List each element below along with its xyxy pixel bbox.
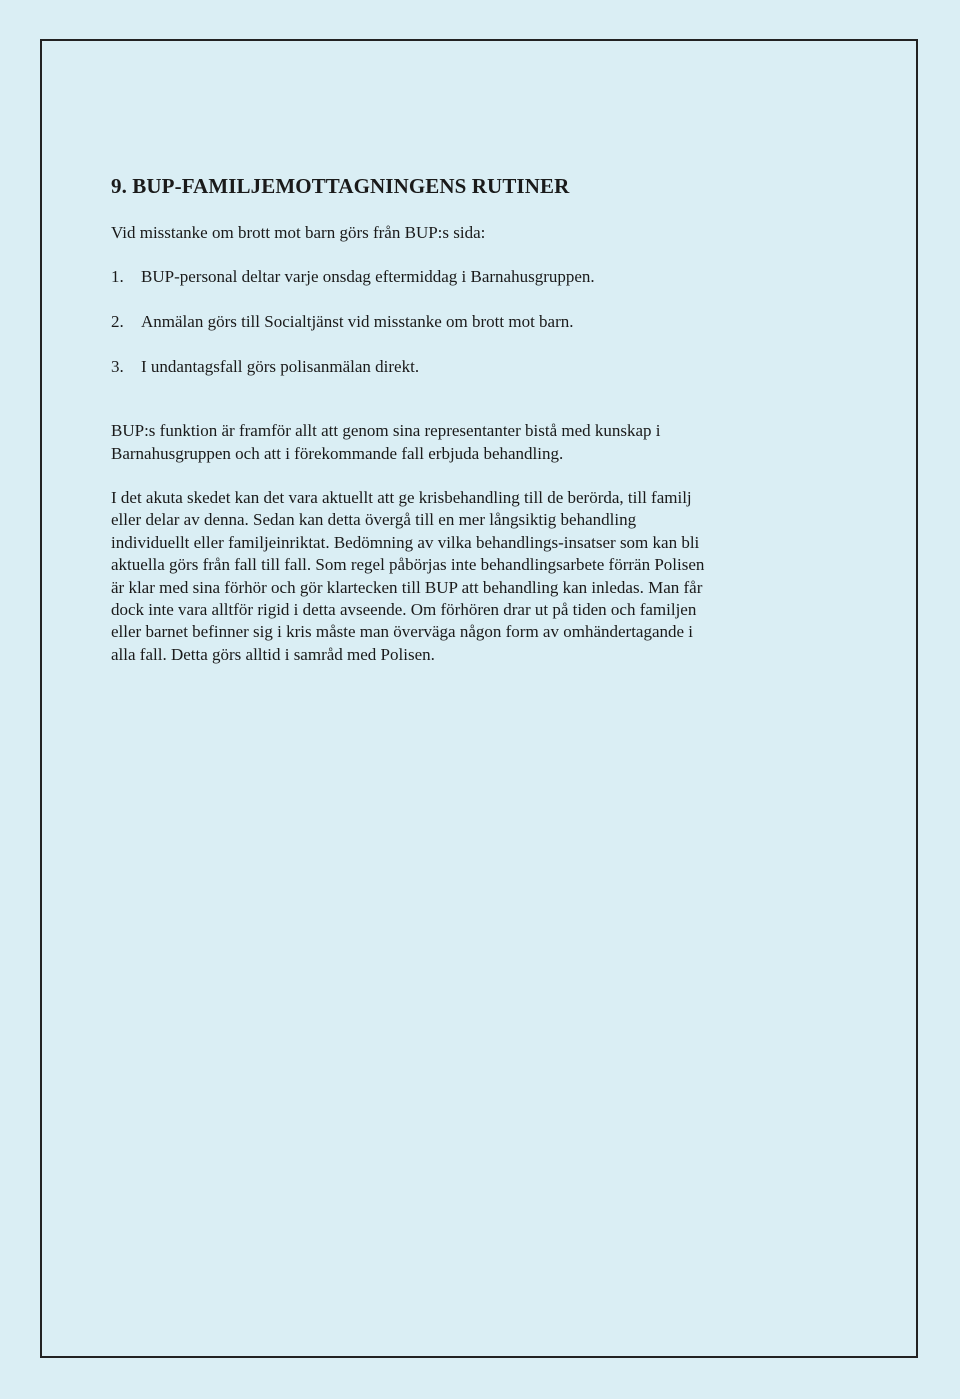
text-line: individuellt eller familjeinriktat. Bedömning av vilka behandlings-insatser som kan bli <box>111 532 700 552</box>
paragraph-bup-function <box>111 420 801 465</box>
list-item <box>111 309 595 354</box>
text-line: alla fall. Detta görs alltid i samråd med Polisen. <box>111 644 435 664</box>
text-line: eller delar av denna. Sedan kan detta övergå till en mer långsiktig behandling <box>111 510 637 530</box>
list-item <box>111 264 595 309</box>
text-line: BUP:s funktion är framför allt att genom sina representanter bistå med kunskap i <box>111 421 661 440</box>
list-number: 3. <box>111 357 124 376</box>
list-number: 1. <box>111 267 124 286</box>
section-heading: 9. BUP-FAMILJEMOTTAGNINGENS RUTINER <box>111 174 570 198</box>
paragraph-acute-phase <box>111 487 801 666</box>
intro-text: Vid misstanke om brott mot barn görs från BUP:s sida: <box>111 223 486 242</box>
list-item <box>111 354 595 399</box>
list-text: I undantagsfall görs polisanmälan direkt. <box>141 357 420 376</box>
document-content <box>111 170 801 664</box>
text-line: Barnahusgruppen och att i förekommande fall erbjuda behandling. <box>111 443 564 463</box>
text-line: eller barnet befinner sig i kris måste man överväga någon form av omhändertagande i <box>111 622 694 642</box>
routine-list <box>111 264 595 399</box>
text-line: aktuella görs från fall till fall. Som regel påbörjas inte behandlingsarbete förrän Polisen <box>111 555 705 575</box>
list-number: 2. <box>111 312 124 331</box>
list-text: BUP-personal deltar varje onsdag eftermiddag i Barnahusgruppen. <box>141 267 595 286</box>
text-line: I det akuta skedet kan det vara aktuellt att ge krisbehandling till de berörda, till familj <box>111 488 692 507</box>
list-text: Anmälan görs till Socialtjänst vid misstanke om brott mot barn. <box>141 312 574 331</box>
text-line: är klar med sina förhör och gör klartecken till BUP att behandling kan inledas. Man får <box>111 577 703 597</box>
text-line: dock inte vara alltför rigid i detta avseende. Om förhören drar ut på tiden och familjen <box>111 600 697 620</box>
